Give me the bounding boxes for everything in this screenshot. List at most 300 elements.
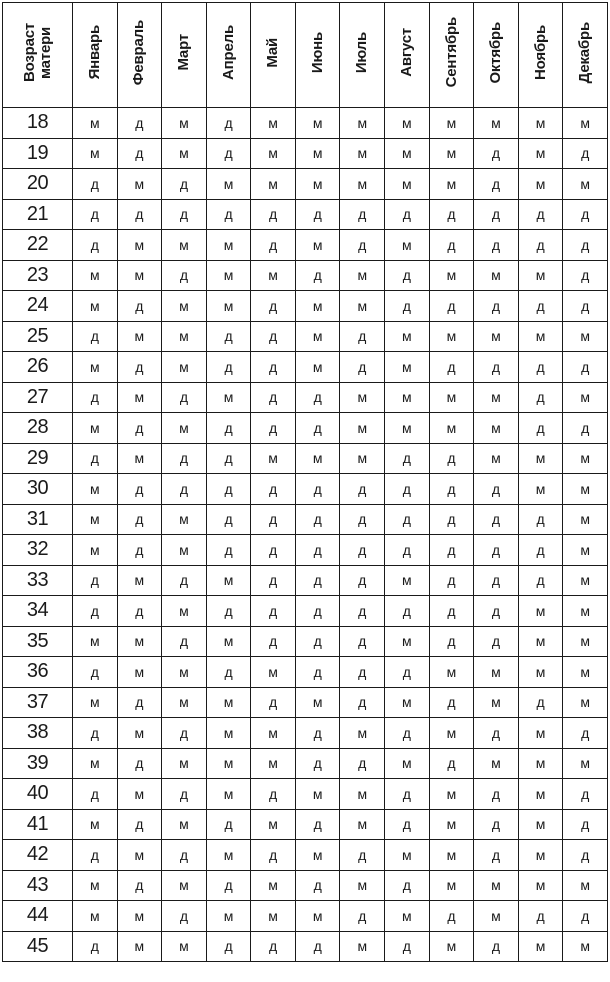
gender-cell: д <box>474 504 519 535</box>
mother-age-cell: 44 <box>3 901 73 932</box>
gender-cell: д <box>162 718 207 749</box>
gender-cell: д <box>295 382 340 413</box>
gender-cell: м <box>73 352 118 383</box>
mother-age-cell: 20 <box>3 169 73 200</box>
gender-cell: м <box>518 809 563 840</box>
gender-cell: м <box>117 718 162 749</box>
gender-cell: д <box>73 321 118 352</box>
month-header-label: Октябрь <box>487 21 505 84</box>
gender-cell: м <box>563 474 608 505</box>
gender-cell: м <box>206 901 251 932</box>
gender-cell: д <box>206 504 251 535</box>
gender-cell: д <box>295 474 340 505</box>
gender-cell: м <box>474 901 519 932</box>
gender-cell: д <box>162 169 207 200</box>
gender-cell: д <box>429 565 474 596</box>
gender-cell: м <box>518 596 563 627</box>
gender-cell: м <box>518 474 563 505</box>
gender-cell: д <box>563 352 608 383</box>
gender-cell: д <box>563 199 608 230</box>
gender-cell: м <box>385 840 430 871</box>
gender-cell: д <box>162 260 207 291</box>
gender-cell: д <box>429 443 474 474</box>
gender-cell: д <box>563 779 608 810</box>
table-row <box>3 931 608 962</box>
gender-cell: м <box>251 108 296 139</box>
gender-cell: м <box>73 474 118 505</box>
gender-cell: д <box>474 565 519 596</box>
gender-cell: д <box>117 138 162 169</box>
mother-age-cell: 36 <box>3 657 73 688</box>
mother-age-cell: 45 <box>3 931 73 962</box>
gender-cell: д <box>429 687 474 718</box>
gender-cell: д <box>340 565 385 596</box>
gender-cell: м <box>340 260 385 291</box>
gender-cell: д <box>295 535 340 566</box>
gender-cell: м <box>251 901 296 932</box>
gender-cell: д <box>474 779 519 810</box>
month-header-label: Февраль <box>130 19 148 86</box>
gender-cell: д <box>251 535 296 566</box>
month-header-label: Ноябрь <box>531 25 549 80</box>
gender-cell: д <box>251 199 296 230</box>
table-row <box>3 870 608 901</box>
gender-cell: д <box>251 565 296 596</box>
table-row <box>3 779 608 810</box>
gender-cell: м <box>563 687 608 718</box>
gender-cell: д <box>563 138 608 169</box>
gender-cell: м <box>429 260 474 291</box>
gender-cell: д <box>518 535 563 566</box>
gender-cell: д <box>385 718 430 749</box>
gender-cell: м <box>117 443 162 474</box>
gender-cell: д <box>117 687 162 718</box>
month-header <box>73 3 118 108</box>
gender-cell: д <box>117 535 162 566</box>
gender-cell: д <box>73 382 118 413</box>
gender-cell: д <box>429 626 474 657</box>
gender-cell: д <box>474 626 519 657</box>
gender-cell: д <box>385 931 430 962</box>
table-row <box>3 108 608 139</box>
gender-cell: м <box>385 108 430 139</box>
gender-cell: м <box>117 382 162 413</box>
gender-cell: м <box>162 108 207 139</box>
gender-cell: д <box>563 809 608 840</box>
gender-cell: д <box>206 596 251 627</box>
gender-cell: д <box>429 504 474 535</box>
gender-cell: д <box>251 626 296 657</box>
gender-cell: д <box>251 474 296 505</box>
gender-cell: д <box>73 840 118 871</box>
gender-cell: м <box>474 413 519 444</box>
gender-cell: м <box>518 931 563 962</box>
gender-cell: м <box>518 870 563 901</box>
gender-cell: м <box>251 657 296 688</box>
month-header-label: Май <box>264 37 282 68</box>
gender-cell: м <box>295 291 340 322</box>
gender-cell: м <box>340 870 385 901</box>
table-row <box>3 687 608 718</box>
gender-cell: м <box>385 321 430 352</box>
gender-cell: м <box>162 230 207 261</box>
gender-cell: м <box>340 809 385 840</box>
gender-cell: м <box>518 138 563 169</box>
gender-cell: м <box>251 138 296 169</box>
gender-cell: м <box>251 443 296 474</box>
gender-cell: д <box>295 565 340 596</box>
mother-age-cell: 30 <box>3 474 73 505</box>
gender-cell: д <box>251 382 296 413</box>
gender-cell: д <box>251 504 296 535</box>
gender-cell: д <box>162 199 207 230</box>
gender-cell: м <box>73 138 118 169</box>
gender-cell: м <box>73 535 118 566</box>
month-header <box>206 3 251 108</box>
table-row <box>3 291 608 322</box>
gender-cell: д <box>117 291 162 322</box>
gender-cell: д <box>340 748 385 779</box>
gender-cell: д <box>474 199 519 230</box>
mother-age-cell: 34 <box>3 596 73 627</box>
mother-age-cell: 43 <box>3 870 73 901</box>
gender-cell: д <box>162 779 207 810</box>
month-header-label: Март <box>175 34 193 71</box>
gender-cell: д <box>162 474 207 505</box>
gender-cell: м <box>340 138 385 169</box>
table-row <box>3 199 608 230</box>
gender-cell: м <box>206 169 251 200</box>
gender-cell: м <box>385 352 430 383</box>
gender-cell: м <box>206 840 251 871</box>
gender-cell: д <box>474 291 519 322</box>
gender-cell: м <box>429 779 474 810</box>
gender-cell: м <box>474 321 519 352</box>
gender-cell: м <box>73 291 118 322</box>
gender-cell: д <box>295 260 340 291</box>
gender-cell: д <box>73 596 118 627</box>
gender-cell: м <box>206 260 251 291</box>
gender-cell: д <box>251 230 296 261</box>
mother-age-cell: 18 <box>3 108 73 139</box>
mother-age-cell: 41 <box>3 809 73 840</box>
gender-cell: м <box>474 108 519 139</box>
gender-cell: д <box>563 901 608 932</box>
gender-cell: м <box>385 138 430 169</box>
gender-cell: д <box>518 565 563 596</box>
gender-cell: м <box>162 748 207 779</box>
gender-cell: д <box>162 382 207 413</box>
gender-cell: м <box>251 169 296 200</box>
month-header-label: Июнь <box>308 31 326 74</box>
gender-cell: д <box>340 596 385 627</box>
gender-cell: д <box>563 230 608 261</box>
gender-cell: д <box>474 352 519 383</box>
mother-age-cell: 42 <box>3 840 73 871</box>
gender-cell: м <box>295 779 340 810</box>
mother-age-cell: 29 <box>3 443 73 474</box>
gender-cell: м <box>429 931 474 962</box>
gender-cell: м <box>117 840 162 871</box>
gender-cell: м <box>563 931 608 962</box>
gender-cell: д <box>206 108 251 139</box>
gender-cell: д <box>117 748 162 779</box>
gender-cell: м <box>295 138 340 169</box>
gender-cell: м <box>385 748 430 779</box>
gender-cell: м <box>73 413 118 444</box>
mother-age-header-label: Возраст матери <box>20 22 54 83</box>
gender-cell: м <box>162 352 207 383</box>
gender-cell: м <box>429 870 474 901</box>
gender-cell: д <box>429 535 474 566</box>
gender-cell: м <box>474 657 519 688</box>
month-header <box>429 3 474 108</box>
gender-cell: д <box>206 809 251 840</box>
gender-cell: д <box>518 901 563 932</box>
gender-cell: м <box>429 321 474 352</box>
month-header-label: Сентябрь <box>442 17 460 88</box>
gender-cell: д <box>295 199 340 230</box>
gender-cell: м <box>518 108 563 139</box>
gender-cell: м <box>340 413 385 444</box>
gender-cell: д <box>73 443 118 474</box>
gender-cell: м <box>117 260 162 291</box>
gender-cell: д <box>206 138 251 169</box>
gender-cell: м <box>162 657 207 688</box>
gender-cell: м <box>429 382 474 413</box>
table-row <box>3 504 608 535</box>
gender-cell: д <box>251 779 296 810</box>
gender-cell: д <box>295 413 340 444</box>
gender-cell: м <box>563 504 608 535</box>
gender-cell: м <box>429 108 474 139</box>
gender-cell: д <box>162 443 207 474</box>
gender-cell: д <box>117 199 162 230</box>
gender-cell: м <box>518 718 563 749</box>
gender-cell: д <box>295 718 340 749</box>
gender-cell: м <box>518 443 563 474</box>
gender-cell: д <box>295 870 340 901</box>
gender-cell: д <box>563 260 608 291</box>
gender-cell: м <box>162 138 207 169</box>
gender-cell: д <box>251 596 296 627</box>
gender-cell: м <box>518 260 563 291</box>
gender-cell: д <box>385 291 430 322</box>
table-row <box>3 169 608 200</box>
gender-cell: д <box>474 474 519 505</box>
gender-cell: м <box>162 931 207 962</box>
month-header-label: Июль <box>353 31 371 74</box>
gender-cell: м <box>340 291 385 322</box>
gender-cell: м <box>206 291 251 322</box>
gender-cell: д <box>385 443 430 474</box>
gender-cell: д <box>385 596 430 627</box>
gender-cell: д <box>73 230 118 261</box>
mother-age-cell: 25 <box>3 321 73 352</box>
gender-cell: д <box>518 413 563 444</box>
gender-cell: м <box>385 413 430 444</box>
mother-age-cell: 24 <box>3 291 73 322</box>
gender-cell: м <box>563 596 608 627</box>
gender-cell: д <box>73 931 118 962</box>
gender-cell: д <box>518 352 563 383</box>
gender-cell: д <box>162 840 207 871</box>
mother-age-cell: 28 <box>3 413 73 444</box>
table-row <box>3 260 608 291</box>
gender-cell: д <box>206 474 251 505</box>
gender-cell: м <box>251 260 296 291</box>
gender-cell: м <box>340 382 385 413</box>
gender-cell: м <box>474 870 519 901</box>
gender-cell: м <box>563 169 608 200</box>
gender-cell: м <box>563 626 608 657</box>
gender-cell: м <box>162 687 207 718</box>
gender-cell: м <box>117 169 162 200</box>
mother-age-header <box>3 3 73 108</box>
gender-cell: д <box>385 504 430 535</box>
mother-age-cell: 23 <box>3 260 73 291</box>
table-row <box>3 901 608 932</box>
gender-cell: д <box>429 291 474 322</box>
gender-cell: м <box>429 413 474 444</box>
gender-cell: м <box>518 321 563 352</box>
gender-cell: м <box>73 626 118 657</box>
gender-cell: м <box>117 230 162 261</box>
gender-cell: м <box>206 626 251 657</box>
gender-cell: м <box>251 870 296 901</box>
gender-cell: м <box>117 626 162 657</box>
gender-cell: д <box>117 108 162 139</box>
gender-cell: д <box>162 901 207 932</box>
gender-cell: д <box>385 870 430 901</box>
gender-cell: д <box>474 718 519 749</box>
gender-cell: д <box>340 199 385 230</box>
gender-cell: д <box>295 931 340 962</box>
table-row <box>3 657 608 688</box>
table-row <box>3 626 608 657</box>
month-header <box>251 3 296 108</box>
gender-cell: м <box>295 108 340 139</box>
gender-cell: д <box>474 230 519 261</box>
gender-cell: д <box>474 596 519 627</box>
mother-age-cell: 22 <box>3 230 73 261</box>
gender-cell: м <box>73 870 118 901</box>
gender-cell: м <box>73 687 118 718</box>
gender-cell: д <box>73 657 118 688</box>
table-row <box>3 596 608 627</box>
gender-cell: д <box>73 718 118 749</box>
gender-cell: м <box>340 718 385 749</box>
gender-cell: д <box>340 687 385 718</box>
gender-cell: м <box>206 687 251 718</box>
gender-cell: м <box>206 718 251 749</box>
gender-cell: м <box>563 565 608 596</box>
gender-cell: м <box>518 840 563 871</box>
mother-age-cell: 31 <box>3 504 73 535</box>
table-row <box>3 382 608 413</box>
gender-cell: м <box>385 565 430 596</box>
gender-cell: д <box>73 565 118 596</box>
gender-cell: м <box>295 901 340 932</box>
month-header-label: Август <box>397 28 415 77</box>
gender-cell: м <box>340 108 385 139</box>
gender-cell: м <box>162 596 207 627</box>
gender-cell: д <box>474 809 519 840</box>
gender-cell: д <box>518 199 563 230</box>
gender-cell: м <box>117 931 162 962</box>
month-header <box>295 3 340 108</box>
gender-cell: д <box>251 413 296 444</box>
gender-cell: м <box>429 138 474 169</box>
gender-cell: м <box>340 443 385 474</box>
gender-cell: м <box>162 413 207 444</box>
gender-cell: д <box>251 352 296 383</box>
gender-calendar-table <box>2 2 608 962</box>
header-row <box>3 3 608 108</box>
gender-cell: м <box>295 687 340 718</box>
month-header <box>340 3 385 108</box>
gender-cell: д <box>429 230 474 261</box>
gender-cell: д <box>429 901 474 932</box>
gender-cell: д <box>385 809 430 840</box>
month-header <box>162 3 207 108</box>
gender-cell: д <box>206 931 251 962</box>
gender-cell: д <box>206 352 251 383</box>
gender-cell: д <box>563 840 608 871</box>
gender-cell: д <box>474 931 519 962</box>
gender-cell: м <box>117 901 162 932</box>
gender-cell: д <box>340 840 385 871</box>
gender-cell: м <box>385 901 430 932</box>
gender-cell: д <box>340 504 385 535</box>
gender-cell: д <box>385 779 430 810</box>
mother-age-cell: 19 <box>3 138 73 169</box>
gender-cell: д <box>518 687 563 718</box>
gender-cell: д <box>206 535 251 566</box>
gender-cell: д <box>385 260 430 291</box>
gender-cell: д <box>117 809 162 840</box>
month-header-label: Апрель <box>219 25 237 80</box>
gender-cell: м <box>474 443 519 474</box>
gender-cell: м <box>385 687 430 718</box>
gender-cell: д <box>429 199 474 230</box>
table-body <box>3 108 608 962</box>
gender-cell: д <box>429 596 474 627</box>
gender-cell: д <box>295 504 340 535</box>
gender-cell: д <box>206 413 251 444</box>
gender-cell: м <box>117 779 162 810</box>
mother-age-cell: 27 <box>3 382 73 413</box>
gender-cell: д <box>206 199 251 230</box>
gender-cell: м <box>563 748 608 779</box>
gender-cell: д <box>385 657 430 688</box>
gender-cell: д <box>295 596 340 627</box>
mother-age-cell: 37 <box>3 687 73 718</box>
gender-cell: м <box>429 718 474 749</box>
gender-cell: д <box>474 169 519 200</box>
gender-cell: д <box>340 657 385 688</box>
month-header <box>474 3 519 108</box>
table-row <box>3 352 608 383</box>
gender-cell: м <box>295 321 340 352</box>
gender-cell: м <box>73 504 118 535</box>
gender-cell: д <box>295 809 340 840</box>
gender-cell: м <box>117 565 162 596</box>
gender-cell: д <box>206 657 251 688</box>
gender-cell: м <box>429 809 474 840</box>
table-row <box>3 443 608 474</box>
gender-cell: д <box>385 474 430 505</box>
